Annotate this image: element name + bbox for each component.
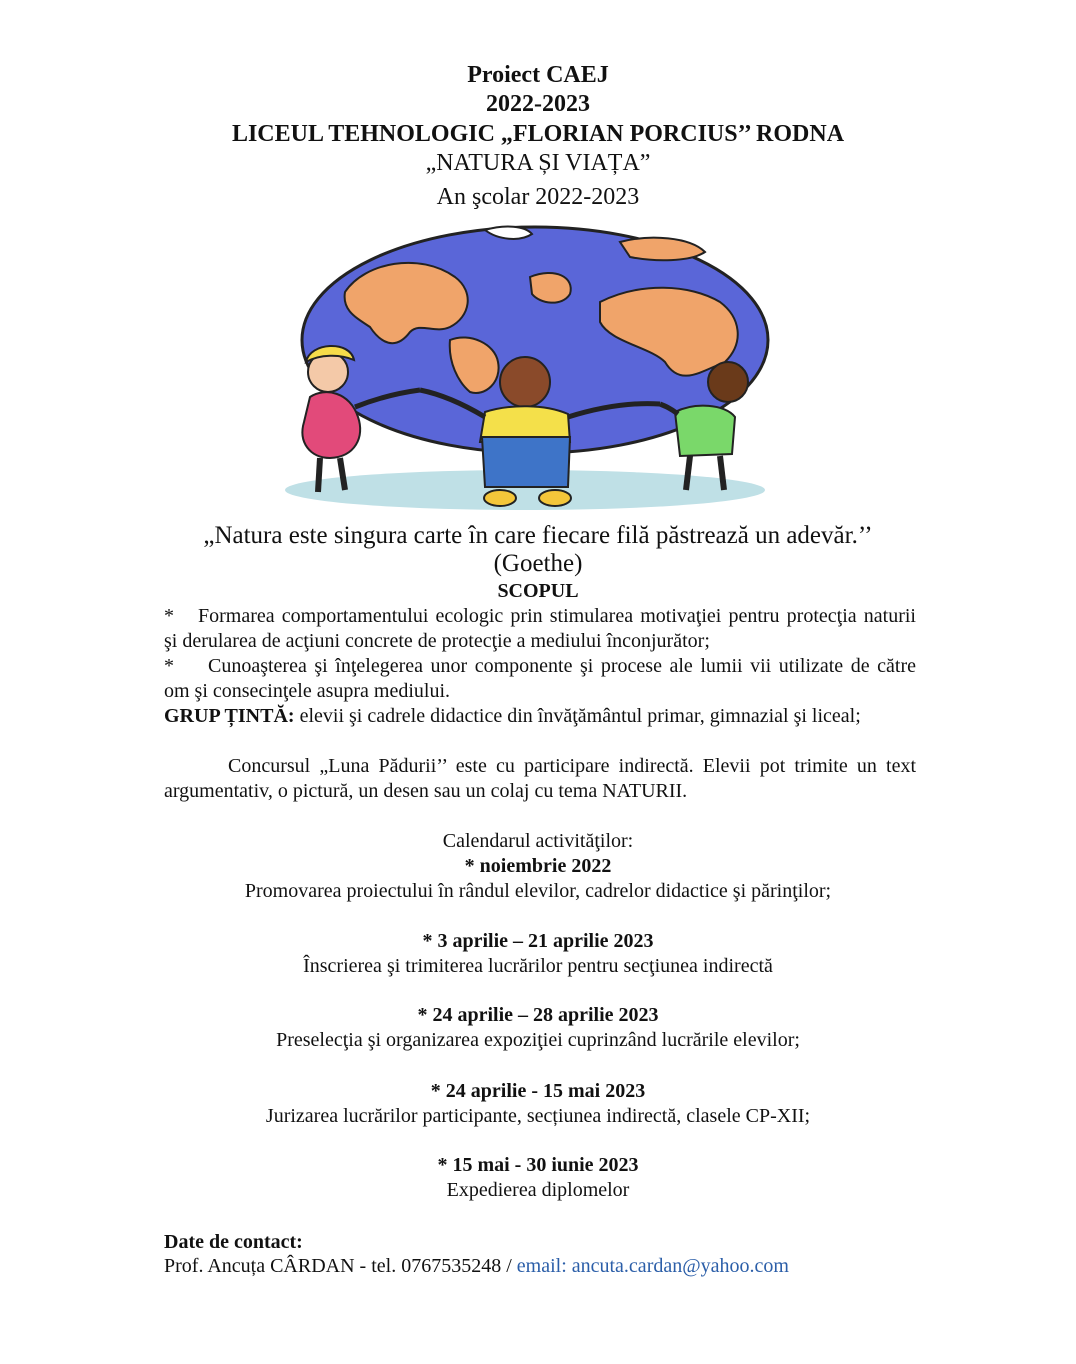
calendar-desc: Jurizarea lucrărilor participante, secțiunea indirectă, clasele CP-XII; xyxy=(265,1105,811,1127)
calendar-desc: Expedierea diplomelor xyxy=(446,1179,630,1201)
calendar-desc: Preselecţia şi organizarea expoziţiei cuprinzând lucrările elevilor; xyxy=(276,1029,800,1051)
calendar-desc: Înscrierea şi trimiterea lucrărilor pentru secţiunea indirectă xyxy=(303,955,773,977)
calendar-date: * 3 aprilie – 21 aprilie 2023 xyxy=(422,930,654,952)
calendar-date: * 24 aprilie – 28 aprilie 2023 xyxy=(417,1004,659,1026)
calendar-date: * 24 aprilie - 15 mai 2023 xyxy=(430,1080,646,1102)
project-theme: „NATURA ȘI VIAȚA” xyxy=(425,150,651,176)
scope-item-1-text: Formarea comportamentului ecologic prin stimularea motivaţiei pentru protecţia naturii şi derularea de acţiuni concrete de protecţie a mediului înconjurător; xyxy=(164,605,916,652)
project-title: Proiect CAEJ xyxy=(467,62,609,88)
school-year: An şcolar 2022-2023 xyxy=(436,184,640,210)
bullet-mark: * xyxy=(164,655,174,677)
contact-person: Prof. Ancuța CÂRDAN - tel. 0767535248 / xyxy=(164,1255,517,1277)
target-text: elevii şi cadrele didactice din învăţământul primar, gimnazial şi liceal; xyxy=(294,705,861,727)
contact-heading: Date de contact: xyxy=(164,1231,303,1253)
scope-item-2-text: Cunoaşterea şi înţelegerea unor componente şi procese ale lumii vii utilizate de către om şi consecinţele asupra mediului. xyxy=(164,655,916,702)
target-label: GRUP ȚINTĂ: xyxy=(164,705,295,727)
contact-line xyxy=(164,1255,789,1278)
scope-item-1 xyxy=(164,604,916,654)
school-name: LICEUL TEHNOLOGIC „FLORIAN PORCIUS’’ RODNA xyxy=(231,121,845,147)
calendar-date: * 15 mai - 30 iunie 2023 xyxy=(437,1154,639,1176)
bullet-mark: * xyxy=(164,605,174,627)
scope-heading: SCOPUL xyxy=(497,580,579,602)
target-group xyxy=(164,704,916,729)
globe-children-icon xyxy=(270,222,790,518)
quote-author: (Goethe) xyxy=(493,550,583,577)
calendar-date: * noiembrie 2022 xyxy=(464,855,612,877)
calendar-desc: Promovarea proiectului în rândul elevilor, cadrelor didactice şi părinţilor; xyxy=(244,880,832,902)
project-years: 2022-2023 xyxy=(486,91,590,117)
email-link[interactable]: email: ancuta.cardan@yahoo.com xyxy=(516,1255,789,1277)
quote-text: „Natura este singura carte în care fiecare filă păstrează un adevăr.’’ xyxy=(203,522,873,549)
scope-item-2 xyxy=(164,654,916,704)
calendar-heading: Calendarul activităţilor: xyxy=(442,830,634,852)
contest-text: Concursul „Luna Pădurii’’ este cu participare indirectă. Elevii pot trimite un text argumentativ, o pictură, un desen sau un colaj cu tema NATURII. xyxy=(164,755,916,802)
